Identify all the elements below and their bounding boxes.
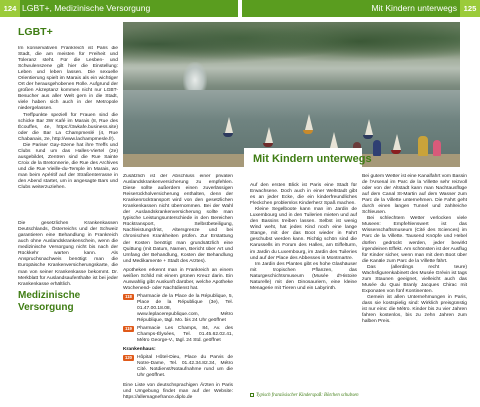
paragraph: Kleine Segelboote kann man im Jardin de Luxembourg und in den Tuilerien mieten und auf den Bassins treiben lassen. Selbst ist wenig Wind weht, hat jedes Kind noch eine lange Stange, mit der das Boot wieder in Fahrt geschubst werden kann. Richtig schön sind die Karussells im Forum des Halles, am Eiffelturm, im Jardin du Luxembourg, im Jardin des Tuileries und auf der Place des Abbesses in Montmartre. (250, 207, 357, 261)
paragraph: Auf den ersten Blick ist Paris eine Stadt für Erwachsene. Doch auch in einer Weltstadt gibt es an jeder Ecke, die ein kinderfreundliches Fleckchen problemlos Kinderherz Spaß machen. (250, 183, 357, 207)
photo-caption: Typisch französischer Kinderspaß: Bötchen schubsen (250, 393, 360, 399)
subheading: Krankenhaus: (123, 347, 156, 353)
paragraph: Bei gutem Wetter ist eine Kanalfahrt vom Bassin de l'Arsenal im Parc de la Villette sehr reizvoll oder von der Altstadt kann man Nachtausflüge auf dem Canal St-Martin auf dem Wasser zum Parc de la Villette unternehmen. Die Fahrt geht durch einen langen Tunnel und zahlreiche Schleusen. (362, 174, 467, 216)
map-marker-icon: 118 (123, 294, 134, 300)
paragraph: Zusätzlich ist der Abschluss einer privaten Auslandskrankenversicherung zu empfehlen. Diese sollte außerdem einen zuverlässigen Reiserückholversicherung enthalten, denn der Krankenrücktransport wird von den gesetzlichen Krankenkassen nicht übernommen. Bei der Wahl der Auslandskrankenversicherung sollte man typische Leistungsunterschiede in den Bereichen Rücktransport, Selbstbeteiligung, Nachleistungsfrist, Altersgrenze und bei chronischen Krankheiten prüfen. Zur Erstattung der Kosten benötigt man grundsätzlich eine Quittung (mit Datum, Namen, Bericht über Art und Umfang der Behandlung, Kosten der Behandlung und Medikamente + Stadt des Arztes). (123, 174, 233, 264)
info-item: 119 Pharmacie Les Champs, 84, Av. des Champs-Élysées, Tel. 01.45.62.02.41, Métro George-V., tägl. 24 Std. geöffnet (123, 326, 233, 344)
paragraph: Treffpunkte speziell für Frauen sind die schicke Bar 3W Kafé im Marais (8, Rue des Écouffes, 4e, https://3wkafe.business.site) oder die Bar La Champmeslé (4, Rue Chabanais, 2e, http://www.lachampmesle.fr). (18, 112, 118, 142)
header-left-title: LGBT+, Medizinische Versorgung (22, 3, 151, 13)
info-item: 118 Pharmacie de la Place de la République, 5, Place de la République (3e), Tel. 01.47.00.18.08, www.leplacerepublique.com, Métro République, tägl. Mo. bis 24 Uhr geöffnet (123, 294, 233, 324)
sailboat (223, 117, 233, 141)
caption-marker-icon (250, 393, 254, 397)
section-title-kinder: Mit Kindern unterwegs (253, 153, 372, 165)
column-3 (250, 171, 357, 407)
column-2 (123, 174, 233, 407)
paragraph: Das (allerdings recht teure) Wachsfigurenkabinett des Musée Grévin ist tags zum Staunen geeignet, vielleicht auch das Musée du Quai Branly Jacques Chirac mit Exponaten von fünf Kontinenten. (362, 264, 467, 294)
header-right-title: Mit Kindern unterwegs (371, 3, 457, 13)
paragraph: Die gesetzlichen Krankenkassen Deutschlands, Österreichs und der Schweiz garantieren eine Behandlung in Frankreich auch ohne Auslandskrankenschein, wenn die medizinische Versorgung nicht bis nach der Rückkehr warten kann. Als Anspruchsnachweis benötigt man die Europäische Krankenversicherungskarte, die man von seiner Krankenkasse bekommt. Dr. Merkblatt für Auslandsaufenthalte ist bei jeder Krankenkasse erhältlich. (18, 221, 118, 287)
section-title-lgbt: LGBT+ (18, 26, 53, 38)
header-left (0, 0, 238, 17)
column-4 (362, 128, 467, 407)
page-number-right: 125 (460, 0, 480, 17)
column-1 (18, 46, 118, 407)
sailboat (303, 114, 313, 138)
paragraph: Im Jardin des Plantes gibt es hohe Glashäuser mit tropischen Pflanzen, das Naturgeschichtsmuseum (Musée d'Histoire Naturelle) mit den Dinosauriern, eine kleine Menagerie mit Tieren und ein Labyrinth. (250, 261, 357, 291)
info-item: 120 Hôpital Hôtel-Dieu, Place du Parvis de Notre-Dame, Tel. 01.42.34.82.34, Métro Cité. Notdienst/Notaufnahme rund um die Uhr geöffnet. (125, 355, 233, 379)
paragraph: Apotheken erkennt man in Frankreich an einem weißen Schild mit einem grünen Kreuz darin. Ein Auswahlig gibt Auskunft darüber, welche Apotheke Wochenend- oder Nachtdienst hat. (123, 267, 233, 291)
paragraph: Bei schlechtem Wetter verlocken viele Museen: Empfehlenswert ist das Wissenschaftsmuseum (Cité des Sciences) im Parc de la Villette. Tausend Knöpfe und Hebel dürfen gedrückt werden, jeder bewirkt irgendeinen Effekt. Am schönsten ist der Ausflug für Kinder sicher, wenn man mit dem Boot über die Kanäle zum Parc de la Villette fährt. (362, 216, 467, 264)
page-number-left: 124 (0, 0, 20, 17)
paragraph: Gemein ist allen Unternehmungen in Paris, dass sie kostspielig sind: Wirklich preisgünstig ist nur eins: die Métro. Kinder bis zu vier Jahren fahren kostenlos, bis zu zehn Jahren zum halben Preis. (362, 294, 467, 325)
paragraph: Die Pariser Gay-Szene hat ihre Treffs und Clubs rund um das Halles-Viertel (2e) ausgebildet, Zentren sind die Rue Sainte Croix de la Bretonnerie, die Rue des Archives und die Rue Vieille-du-Temple im Marais, wo man beim Apéritif auf der Straßenterrasse in den Abend startet, um in angesagte Bars und Clubs weiterzuziehen. (18, 142, 118, 191)
paragraph: Im konservativen Frankreich ist Paris die Stadt, die am meisten für Freiheit und Toleranz steht. Für die Lesben- und Schwulenszene gilt hier die Einstellung: Leben und leben lassen. Die sexuelle Orientierung spielt im Marais als ein wichtiger Ort der herausgehobenen Rolle. Aufgrund der großen Akzeptanz kommen nicht nur LGBT-Besucher aus aller Welt gern in die Stadt, viele haben sich auch in der Metropole niedergelassen. (18, 46, 118, 112)
section-title-medical: Medizinische Versorgung (18, 290, 81, 313)
header-right (242, 0, 480, 17)
map-marker-icon: 120 (125, 355, 132, 361)
map-marker-icon: 119 (123, 326, 134, 332)
paragraph: Eine Liste von deutschsprachigen Ärzten in Paris und Umgebung findet man auf der Website: https://allemagnefrance.diplo.de (123, 382, 233, 400)
